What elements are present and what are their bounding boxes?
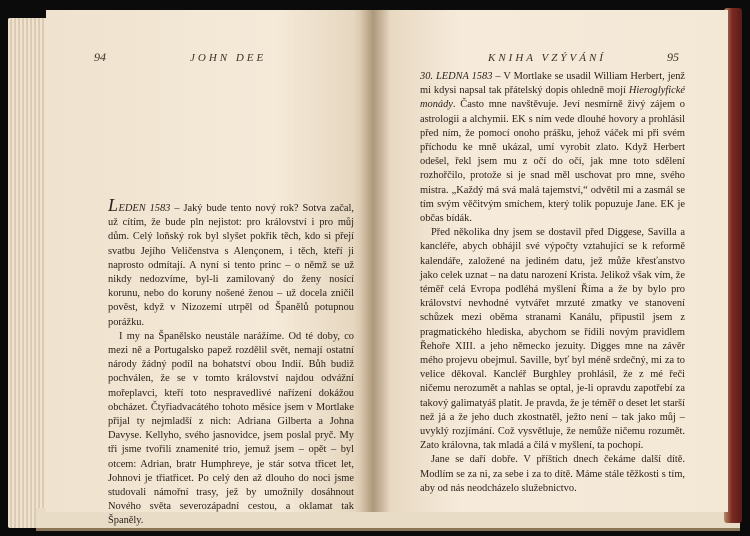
paragraph: Jane se daří dobře. V příštích dnech čekáme další dítě. Modlím se za ni, za sebe i za to dítě. Máme stále těžkosti s tím, aby od nás neodcházelo služebnictvo. [420, 454, 685, 494]
paragraph-text-a: – V Mortlake se usadil William Herbert, jenž mi kdysi napsal tak přátelský dopis ohledně mojí [420, 71, 686, 97]
drop-cap: L [108, 195, 119, 215]
paragraph [108, 195, 354, 330]
book-title: Hieroglyfické monády [420, 85, 685, 111]
left-body-text [108, 195, 354, 529]
paragraph-text-b: . Často mne navštěvuje. Jeví nesmírně živý zájem o astrologii a alchymii. EK s ním vede dlouhé hovory a prohlásil před ním, že pomocí onoho prášku, jehož váček mi při svém příchodu ke mně ukázal, umí vyrobit zlato. Když Herbert odešel, řekl jsem mu z očí do očí, jak mne toto sdělení rozhořčilo, protože si je snad měl uschovat pro mne, svého mistra. „Každý má svá malá tajemství,“ odvětil mi a zasmál se tím svým věčitvým smíchem, který tolik popuzuje Jane. EK je občas bídák. [420, 99, 685, 225]
right-page [373, 10, 728, 512]
entry-date-rest: EDEN 1583 [118, 203, 171, 214]
paragraph: Před několika dny jsem se dostavil před Diggese, Savilla a kancléře, abych obhájil své výpočty vztahující se k reformě kalendáře, založené na jediném datu, jež může křesťanstvo jako celek uznat – na datu narození Krista. Jelikož však vím, že téměř celá Evropa podléhá myšlení Říma a že by bylo pro království nevhodné vytvářet mrzuté zmatky ve stanovení schůzek mezi oběma stranami Kanálu, připustil jsem z pragmatického hlediska, abychom se řídili novým pravidlem Řehoře XIII. a jeho německo jezuity. Digges mne na závěr mého projevu obejmul. Saville, byť byl méně srdečný, mi za to velice děkoval. Kancléř Burghley prohlásil, že z mé řeči ničemu nerozumět a nahlas se optal, je-li opravdu zapotřebí za takový galimatyáš platit. Je pravda, že je téměř o deset let starší než já a že jeho duch zkostnatěl, ježto není – tak jako můj – uvyklý rozjímání. Což vysvětluje, že nemůže ničemu rozumět. Zato královna, tak mladá a čilá v myšlení, ta pochopí. [420, 227, 685, 452]
right-body-text [420, 70, 685, 496]
left-page [46, 10, 373, 527]
page-number-left: 94 [94, 50, 106, 64]
running-head-right: KNIHA VZÝVÁNÍ [488, 52, 606, 64]
paragraph [420, 70, 685, 226]
entry-date: 30. LEDNA 1583 [420, 71, 493, 82]
entry-date [108, 195, 171, 215]
paragraph: I my na Španělsko neustále narážíme. Od té doby, co mezi ně a Portugalsko papež rozdělil svět, nemají ostatní národy žádný podíl na bohatství obou Indií. Bůh budiž pochválen, že se v tomto království najdou odvážní mořeplavci, kteří toto nespravedlivé nařízení dokážou obcházet. Čtyřiadvacátého tohoto měsíce jsem v Mortlake přijal ty nejmladší z nich: Adriana Gilberta a Johna Davyse. Kellyho, svého jasnovidce, jsem poslal pryč. My tři jsme tvořili znamenité trio, jemuž jsem – opět – byl otcem: Adrian, bratr Humphreye, je stár sotva třicet let, Johnovi je třiatřicet. Po celý den až dlouho do noci jsme studovali námořní trasy, jež by umožnily dosáhnout Nového světa severozápadní cestou, a oklamat tak Španěly. [108, 330, 354, 527]
page-number-right: 95 [667, 50, 679, 64]
running-head-left: JOHN DEE [190, 52, 267, 64]
paragraph-text: – Jaký bude tento nový rok? Sotva začal, už cítím, že bude pln nejistot: pro království i pro můj dům. Celý loňský rok byl slyšet pokřik těch, kdo si přejí svatbu Jejího Veličenstva s Alençonem, i těch, kteří ji naprosto odmítají. A nyní si tento princ – o němž se už nikdy nedozvíme, byl-li zamilovaný do ženy nosící korunu, nebo do koruny nošené ženou – už docela zničil pověst, když v Nizozemí utrpěl od Španělů potupnou porážku. [108, 203, 354, 328]
